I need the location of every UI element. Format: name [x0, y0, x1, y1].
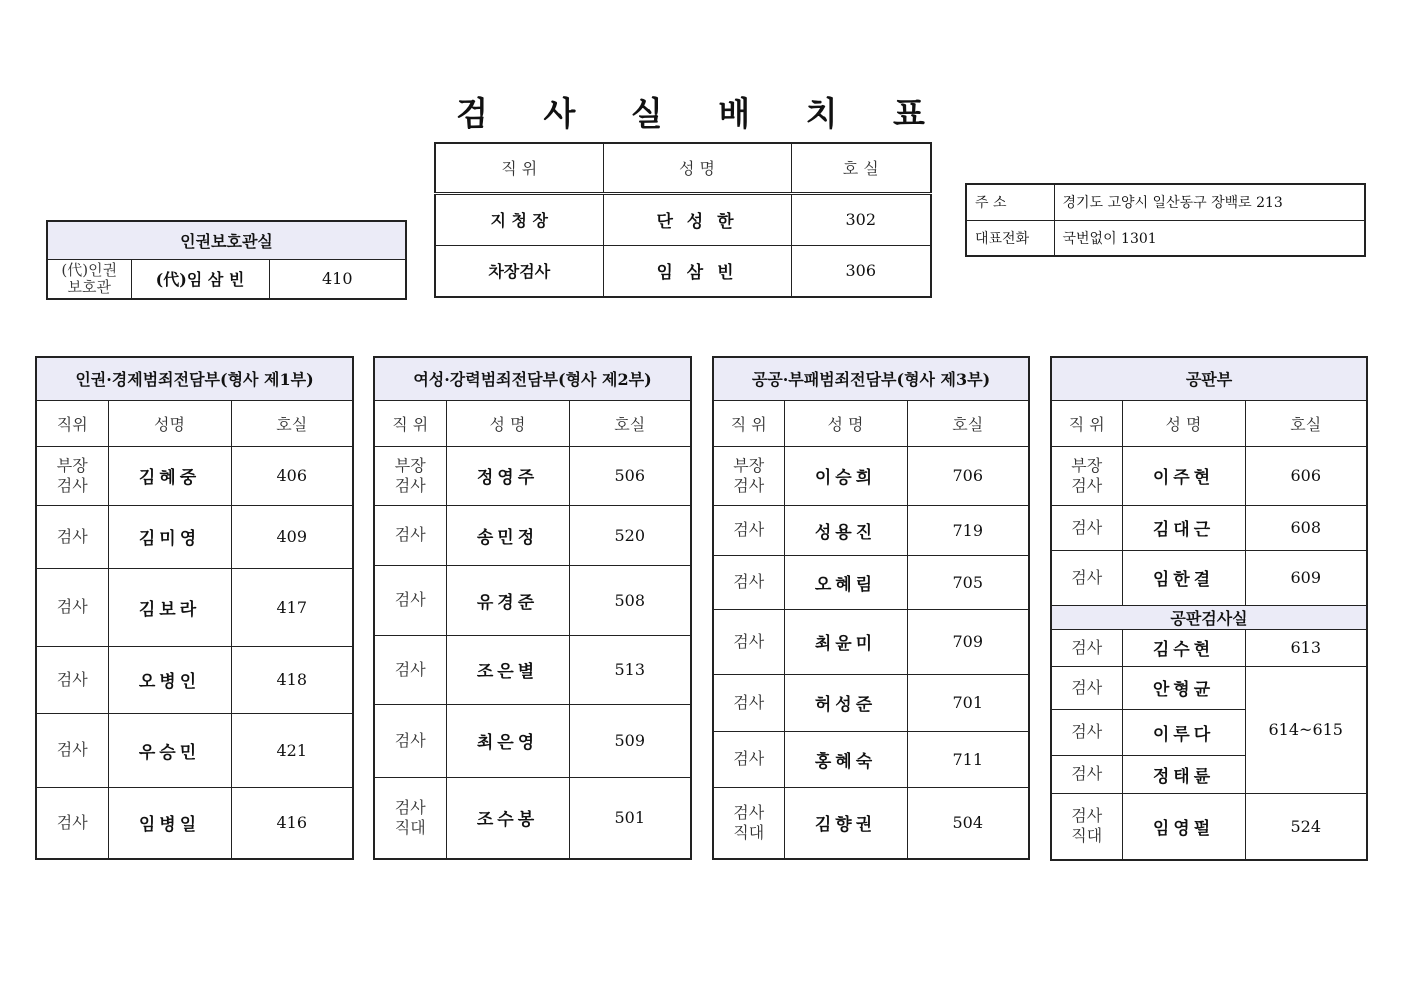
dept3-header-room: 호실 — [907, 400, 1029, 446]
address-value: 경기도 고양시 일산동구 장백로 213 — [1054, 184, 1365, 220]
table-row-name: 이주현 — [1122, 446, 1245, 505]
table-row-room: 711 — [907, 731, 1029, 787]
address-label: 주 소 — [966, 184, 1054, 220]
trial-header-name: 성 명 — [1122, 400, 1245, 446]
chief-room: 302 — [791, 193, 931, 245]
table-row-room: 501 — [569, 777, 691, 859]
dept1-title: 인권·경제범죄전담부(형사 제1부) — [36, 357, 353, 400]
table-row-name: 정영주 — [446, 446, 569, 505]
dept3-title: 공공·부패범죄전담부(형사 제3부) — [713, 357, 1029, 400]
deputy-room: 306 — [791, 245, 931, 297]
dept2-header-name: 성 명 — [446, 400, 569, 446]
table-row-name: 김수현 — [1122, 629, 1245, 666]
table-row-room: 504 — [907, 787, 1029, 859]
deputy-position: 차장검사 — [435, 245, 603, 297]
table-row-position: 검사 — [1051, 709, 1122, 755]
table-row-position: 검사 — [713, 731, 784, 787]
table-row-name: 오병인 — [108, 646, 231, 713]
dept1-header-position: 직위 — [36, 400, 108, 446]
chief-table — [434, 142, 932, 298]
deputy-name: 임 삼 빈 — [603, 245, 791, 297]
table-row-name: 임한결 — [1122, 550, 1245, 605]
table-row-position: 부장 검사 — [1051, 446, 1122, 505]
table-row-name: 유경준 — [446, 565, 569, 635]
table-row-position: 검사 — [1051, 629, 1122, 666]
dept1-table — [35, 356, 354, 860]
table-row-position: 검사 — [36, 713, 108, 787]
table-row-position: 검사 — [1051, 550, 1122, 605]
table-row-room: 416 — [231, 787, 353, 859]
table-row-room: 524 — [1245, 793, 1367, 860]
table-row-name: 허성준 — [784, 674, 907, 731]
dept3-header-position: 직 위 — [713, 400, 784, 446]
trial-header-room: 호실 — [1245, 400, 1367, 446]
table-row-name: 이승희 — [784, 446, 907, 505]
table-row-room: 719 — [907, 505, 1029, 555]
table-row-room: 520 — [569, 505, 691, 565]
human-rights-room: 410 — [269, 259, 406, 299]
table-row-room: 509 — [569, 704, 691, 777]
table-row-position: 검사 — [374, 505, 446, 565]
table-row-name: 조수봉 — [446, 777, 569, 859]
table-row-room: 421 — [231, 713, 353, 787]
trial-header-position: 직 위 — [1051, 400, 1122, 446]
table-row-room: 508 — [569, 565, 691, 635]
dept2-header-position: 직 위 — [374, 400, 446, 446]
chief-header-room: 호 실 — [791, 143, 931, 193]
table-row-room: 418 — [231, 646, 353, 713]
table-row-position: 검사 직대 — [374, 777, 446, 859]
human-rights-position: (代)인권 보호관 — [47, 259, 131, 299]
table-row-name: 김보라 — [108, 568, 231, 646]
table-row-position: 검사 — [374, 704, 446, 777]
table-row-name: 오혜림 — [784, 555, 907, 609]
trial-subsection-title: 공판검사실 — [1051, 605, 1367, 629]
table-row-room: 609 — [1245, 550, 1367, 605]
chief-name: 단 성 한 — [603, 193, 791, 245]
trial-table — [1050, 356, 1368, 861]
table-row-room: 613 — [1245, 629, 1367, 666]
table-row-position: 검사 — [36, 787, 108, 859]
table-row-name: 우승민 — [108, 713, 231, 787]
office-info-table — [965, 183, 1366, 257]
table-row-room: 706 — [907, 446, 1029, 505]
table-row-room: 506 — [569, 446, 691, 505]
chief-header-position: 직 위 — [435, 143, 603, 193]
table-row-position: 검사 — [374, 565, 446, 635]
table-row-room: 606 — [1245, 446, 1367, 505]
table-row-position: 검사 — [374, 635, 446, 704]
table-row-position: 검사 — [36, 646, 108, 713]
table-row-name: 성용진 — [784, 505, 907, 555]
table-row-name: 임영펄 — [1122, 793, 1245, 860]
table-row-room: 417 — [231, 568, 353, 646]
table-row-position: 검사 직대 — [713, 787, 784, 859]
human-rights-title: 인권보호관실 — [47, 221, 406, 259]
table-row-name: 임병일 — [108, 787, 231, 859]
table-row-position: 검사 — [713, 674, 784, 731]
table-row-room: 513 — [569, 635, 691, 704]
table-row-name: 최윤미 — [784, 609, 907, 674]
human-rights-table — [46, 220, 407, 300]
table-row-position: 검사 — [1051, 666, 1122, 709]
table-row-room: 409 — [231, 505, 353, 568]
table-row-room: 701 — [907, 674, 1029, 731]
table-row-position: 검사 — [713, 609, 784, 674]
phone-label: 대표전화 — [966, 220, 1054, 256]
shared-room: 614~615 — [1245, 666, 1367, 793]
human-rights-name: (代)임 삼 빈 — [131, 259, 269, 299]
table-row-name: 안형균 — [1122, 666, 1245, 709]
table-row-position: 검사 — [713, 505, 784, 555]
table-row-position: 검사 — [713, 555, 784, 609]
dept1-header-room: 호실 — [231, 400, 353, 446]
table-row-name: 최은영 — [446, 704, 569, 777]
table-row-name: 이루다 — [1122, 709, 1245, 755]
chief-header-name: 성 명 — [603, 143, 791, 193]
table-row-name: 송민정 — [446, 505, 569, 565]
table-row-name: 김대근 — [1122, 505, 1245, 550]
table-row-room: 608 — [1245, 505, 1367, 550]
table-row-name: 조은별 — [446, 635, 569, 704]
table-row-name: 김향권 — [784, 787, 907, 859]
table-row-name: 김혜중 — [108, 446, 231, 505]
table-row-name: 정태륜 — [1122, 755, 1245, 793]
chief-position: 지 청 장 — [435, 193, 603, 245]
dept2-table — [373, 356, 692, 860]
table-row-position: 부장 검사 — [36, 446, 108, 505]
table-row-position: 부장 검사 — [374, 446, 446, 505]
table-row-position: 검사 — [36, 568, 108, 646]
table-row-position: 검사 — [1051, 505, 1122, 550]
table-row-room: 709 — [907, 609, 1029, 674]
phone-value: 국번없이 1301 — [1054, 220, 1365, 256]
table-row-position: 검사 — [1051, 755, 1122, 793]
table-row-position: 부장 검사 — [713, 446, 784, 505]
table-row-name: 홍혜숙 — [784, 731, 907, 787]
dept1-header-name: 성명 — [108, 400, 231, 446]
table-row-room: 705 — [907, 555, 1029, 609]
page-title: 검 사 실 배 치 표 — [456, 94, 947, 133]
table-row-position: 검사 직대 — [1051, 793, 1122, 860]
table-row-name: 김미영 — [108, 505, 231, 568]
dept3-table — [712, 356, 1030, 860]
table-row-room: 406 — [231, 446, 353, 505]
table-row-position: 검사 — [36, 505, 108, 568]
dept2-header-room: 호실 — [569, 400, 691, 446]
dept3-header-name: 성 명 — [784, 400, 907, 446]
dept2-title: 여성·강력범죄전담부(형사 제2부) — [374, 357, 691, 400]
trial-title: 공판부 — [1051, 357, 1367, 400]
